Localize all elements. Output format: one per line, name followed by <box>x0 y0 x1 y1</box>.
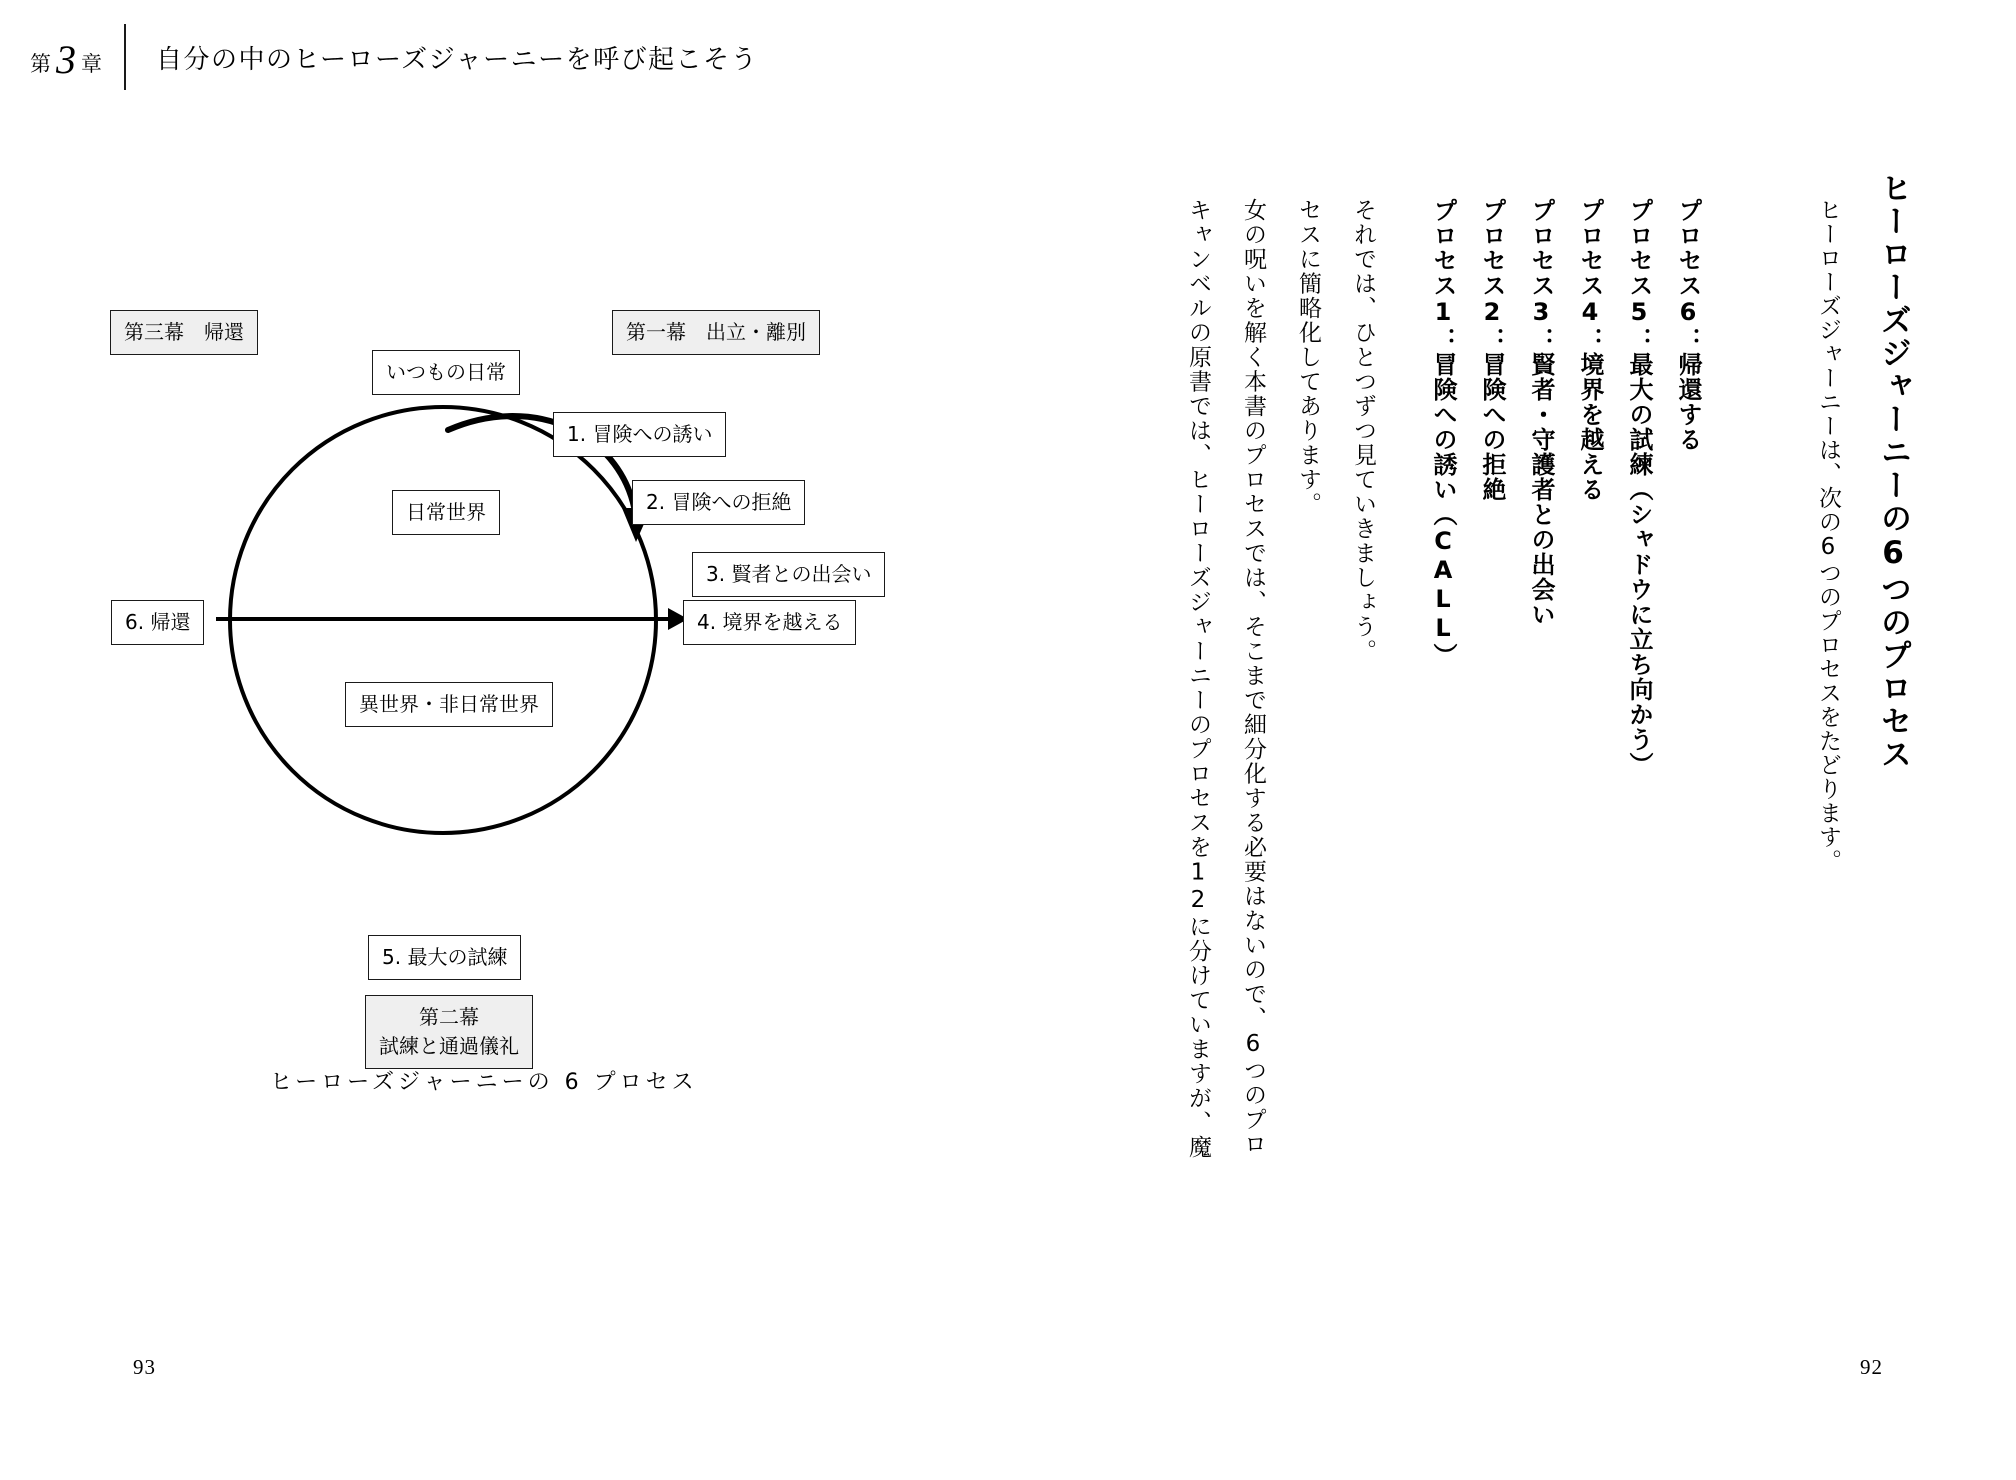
process-item-6: プロセス6：帰還する <box>1674 198 1702 452</box>
body-line-3: セスに簡略化してあります。 <box>1295 198 1321 517</box>
section-heading: ヒーローズジャーニーの6つのプロセス <box>1875 172 1911 771</box>
label-everyday: いつもの日常 <box>372 350 520 395</box>
folio-right: 92 <box>1860 1355 1883 1379</box>
figure-caption: ヒーローズジャーニーの 6 プロセス <box>270 1070 698 1095</box>
label-step-3: 3. 賢者との出会い <box>692 552 885 597</box>
label-step-2: 2. 冒険への拒絶 <box>632 480 805 525</box>
process-item-5: プロセス5：最大の試練（シャドウに立ち向かう） <box>1625 198 1653 777</box>
label-act2 <box>365 995 533 1069</box>
body-line-1: キャンベルの原書では、ヒーローズジャーニーのプロセスを12に分けていますが、魔 <box>1185 198 1211 1160</box>
body-line-4: それでは、ひとつずつ見ていきましょう。 <box>1350 198 1376 664</box>
label-act3: 第三幕 帰還 <box>110 310 258 355</box>
lead-paragraph: ヒーローズジャーニーは、次の6つのプロセスをたどります。 <box>1815 198 1841 873</box>
label-other-world: 異世界・非日常世界 <box>345 682 553 727</box>
chapter-suffix: 章 <box>81 51 102 76</box>
chapter-marker <box>30 34 124 81</box>
process-list <box>1412 198 1706 898</box>
hero-journey-diagram <box>0 320 960 1150</box>
running-head <box>30 22 758 92</box>
process-item-4: プロセス4：境界を越える <box>1576 198 1604 502</box>
label-step-6: 6. 帰還 <box>111 600 204 645</box>
chapter-number: 3 <box>56 36 76 82</box>
label-act2-line2: 試練と通過儀礼 <box>379 1034 519 1058</box>
label-act1: 第一幕 出立・離別 <box>612 310 820 355</box>
page-title: 自分の中のヒーローズジャーニーを呼び起こそう <box>156 44 759 74</box>
label-ordinary-world: 日常世界 <box>392 490 500 535</box>
chapter-prefix: 第 <box>30 51 51 76</box>
process-item-1: プロセス1：冒険への誘い（CALL） <box>1429 198 1457 668</box>
label-step-5: 5. 最大の試練 <box>368 935 521 980</box>
process-item-3: プロセス3：賢者・守護者との出会い <box>1527 198 1555 627</box>
threshold-line <box>216 617 686 621</box>
process-item-2: プロセス2：冒険への拒絶 <box>1478 198 1506 502</box>
label-step-4: 4. 境界を越える <box>683 600 856 645</box>
header-divider <box>124 24 126 90</box>
label-act2-line1: 第二幕 <box>419 1005 479 1029</box>
label-step-1: 1. 冒険への誘い <box>553 412 726 457</box>
folio-left: 93 <box>133 1355 156 1379</box>
body-line-2: 女の呪いを解く本書のプロセスでは、そこまで細分化する必要はないので、6つのプロ <box>1240 198 1266 1157</box>
body-text <box>1160 198 1380 1258</box>
